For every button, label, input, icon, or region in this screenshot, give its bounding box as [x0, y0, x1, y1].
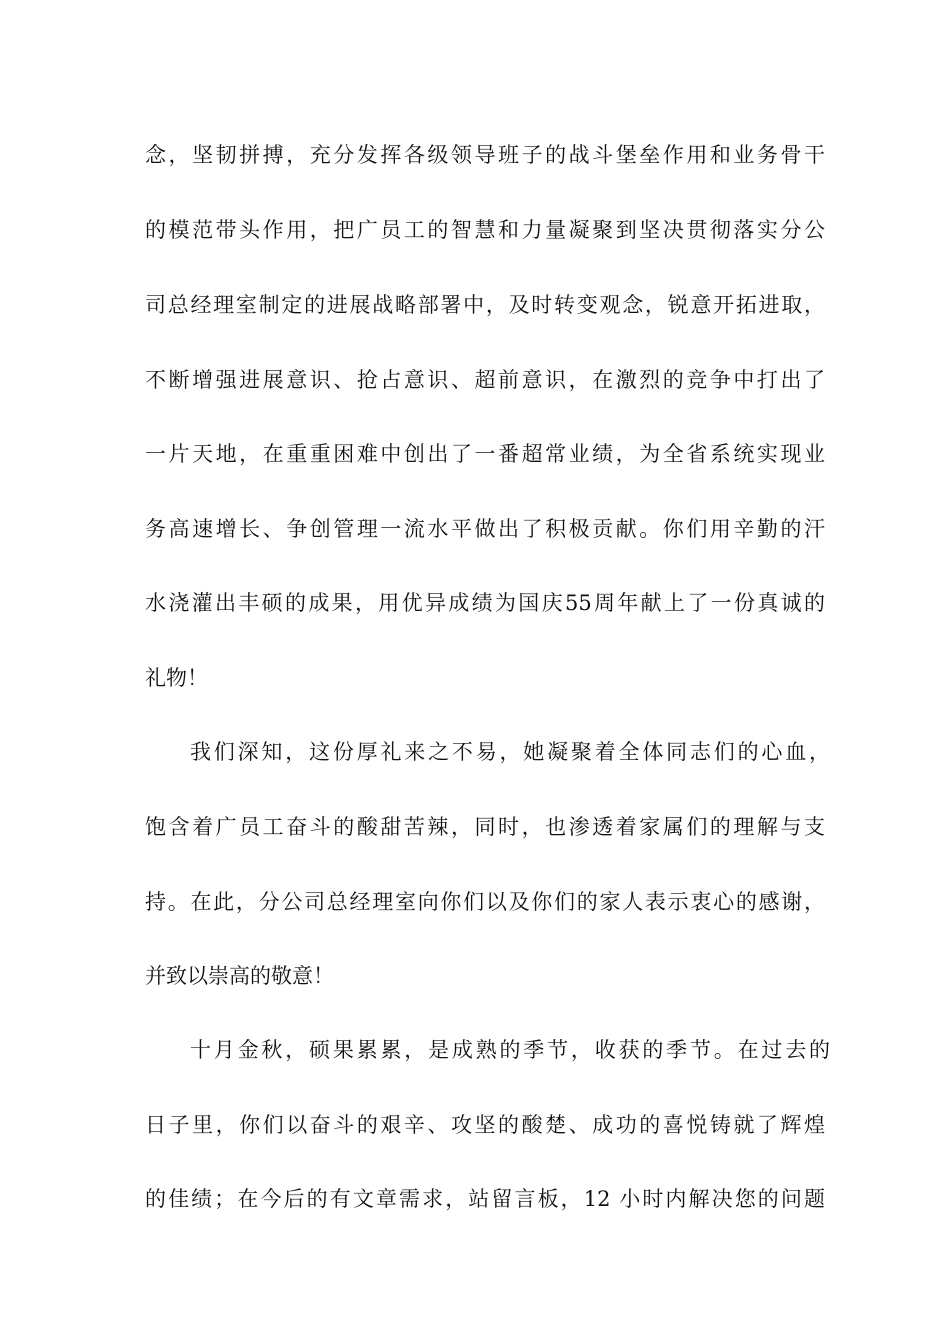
text-line-2: 的模范带头作用，把广员工的智慧和力量凝聚到坚决贯彻落实分公 [145, 218, 825, 242]
text-line-7: 水浇灌出丰硕的成果，用优异成绩为国庆55周年献上了一份真诚的 [145, 591, 825, 615]
text-line-12: 并致以崇高的敬意！ [145, 964, 334, 988]
text-line-15: 的佳绩；在今后的有文章需求，站留言板，12 小时内解决您的问题 [145, 1187, 825, 1211]
text-line-10: 饱含着广员工奋斗的酸甜苦辣，同时，也渗透着家属们的理解与支 [145, 815, 825, 839]
text-line-14: 日子里，你们以奋斗的艰辛、攻坚的酸楚、成功的喜悦铸就了辉煌 [145, 1113, 825, 1137]
text-line-5: 一片天地，在重重困难中创出了一番超常业绩，为全省系统实现业 [145, 442, 825, 466]
text-line-1: 念，坚韧拼搏，充分发挥各级领导班子的战斗堡垒作用和业务骨干 [145, 143, 825, 167]
text-line-11: 持。在此，分公司总经理室向你们以及你们的家人表示衷心的感谢， [145, 890, 825, 914]
text-line-6: 务高速增长、争创管理一流水平做出了积极贡献。你们用辛勤的汗 [145, 517, 825, 541]
text-line-3: 司总经理室制定的进展战略部署中，及时转变观念，锐意开拓进取， [145, 293, 825, 317]
text-line-8: 礼物！ [145, 666, 208, 690]
text-line-13: 十月金秋，硕果累累，是成熟的季节，收获的季节。在过去的 [190, 1038, 830, 1062]
text-line-9: 我们深知，这份厚礼来之不易，她凝聚着全体同志们的心血， [190, 740, 830, 764]
text-line-4: 不断增强进展意识、抢占意识、超前意识，在激烈的竞争中打出了 [145, 368, 825, 392]
